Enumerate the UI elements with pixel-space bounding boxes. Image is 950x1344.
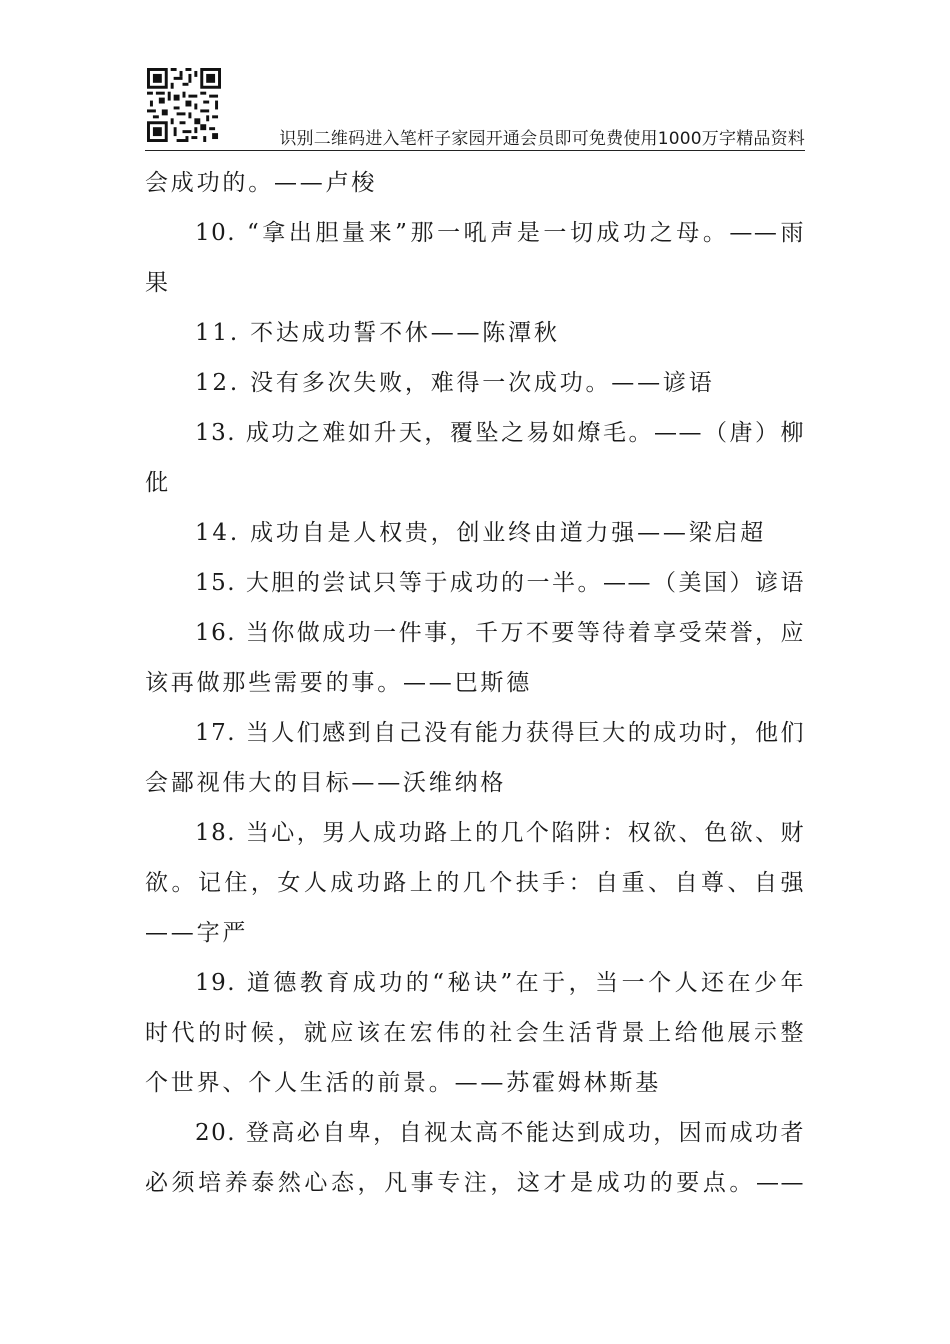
- text-line: 会成功的。——卢梭: [145, 170, 378, 196]
- text-line: 果: [145, 270, 171, 296]
- text-line: 10. “拿出胆量来”那一吼声是一切成功之母。——雨: [195, 220, 805, 246]
- text-line: 个世界、个人生活的前景。——苏霍姆林斯基: [145, 1070, 661, 1096]
- text-line: 20. 登高必自卑，自视太高不能达到成功，因而成功者: [195, 1120, 805, 1146]
- text-line: 会鄙视伟大的目标——沃维纳格: [145, 770, 507, 796]
- text-line: ——字严: [145, 920, 249, 946]
- text-line: 16. 当你做成功一件事，千万不要等待着享受荣誉，应: [195, 620, 805, 646]
- text-line: 15. 大胆的尝试只等于成功的一半。——（美国）谚语: [195, 570, 805, 596]
- text-line: 12. 没有多次失败，难得一次成功。——谚语: [195, 370, 715, 396]
- document-body: [145, 158, 805, 1208]
- text-line: 13. 成功之难如升天，覆坠之易如燎毛。——（唐）柳: [195, 420, 805, 446]
- text-line: 该再做那些需要的事。——巴斯德: [145, 670, 532, 696]
- text-line: 14. 成功自是人权贵，创业终由道力强——梁启超: [195, 520, 767, 546]
- text-line: 欲。记住，女人成功路上的几个扶手：自重、自尊、自强: [145, 870, 805, 896]
- text-line: 仳: [145, 470, 171, 496]
- qr-code-icon[interactable]: [147, 68, 221, 142]
- text-line: 19. 道德教育成功的“秘诀”在于，当一个人还在少年: [195, 970, 805, 996]
- page-header: [145, 68, 805, 152]
- text-line: 17. 当人们感到自己没有能力获得巨大的成功时，他们: [195, 720, 805, 746]
- text-line: 18. 当心，男人成功路上的几个陷阱：权欲、色欲、财: [195, 820, 805, 846]
- text-line: 11. 不达成功誓不休——陈潭秋: [195, 320, 560, 346]
- text-line: 必须培养泰然心态，凡事专注，这才是成功的要点。——: [145, 1170, 805, 1196]
- text-line: 时代的时候，就应该在宏伟的社会生活背景上给他展示整: [145, 1020, 805, 1046]
- header-divider: [145, 150, 805, 151]
- header-banner-text: 识别二维码进入笔杆子家园开通会员即可免费使用1000万字精品资料: [279, 129, 805, 149]
